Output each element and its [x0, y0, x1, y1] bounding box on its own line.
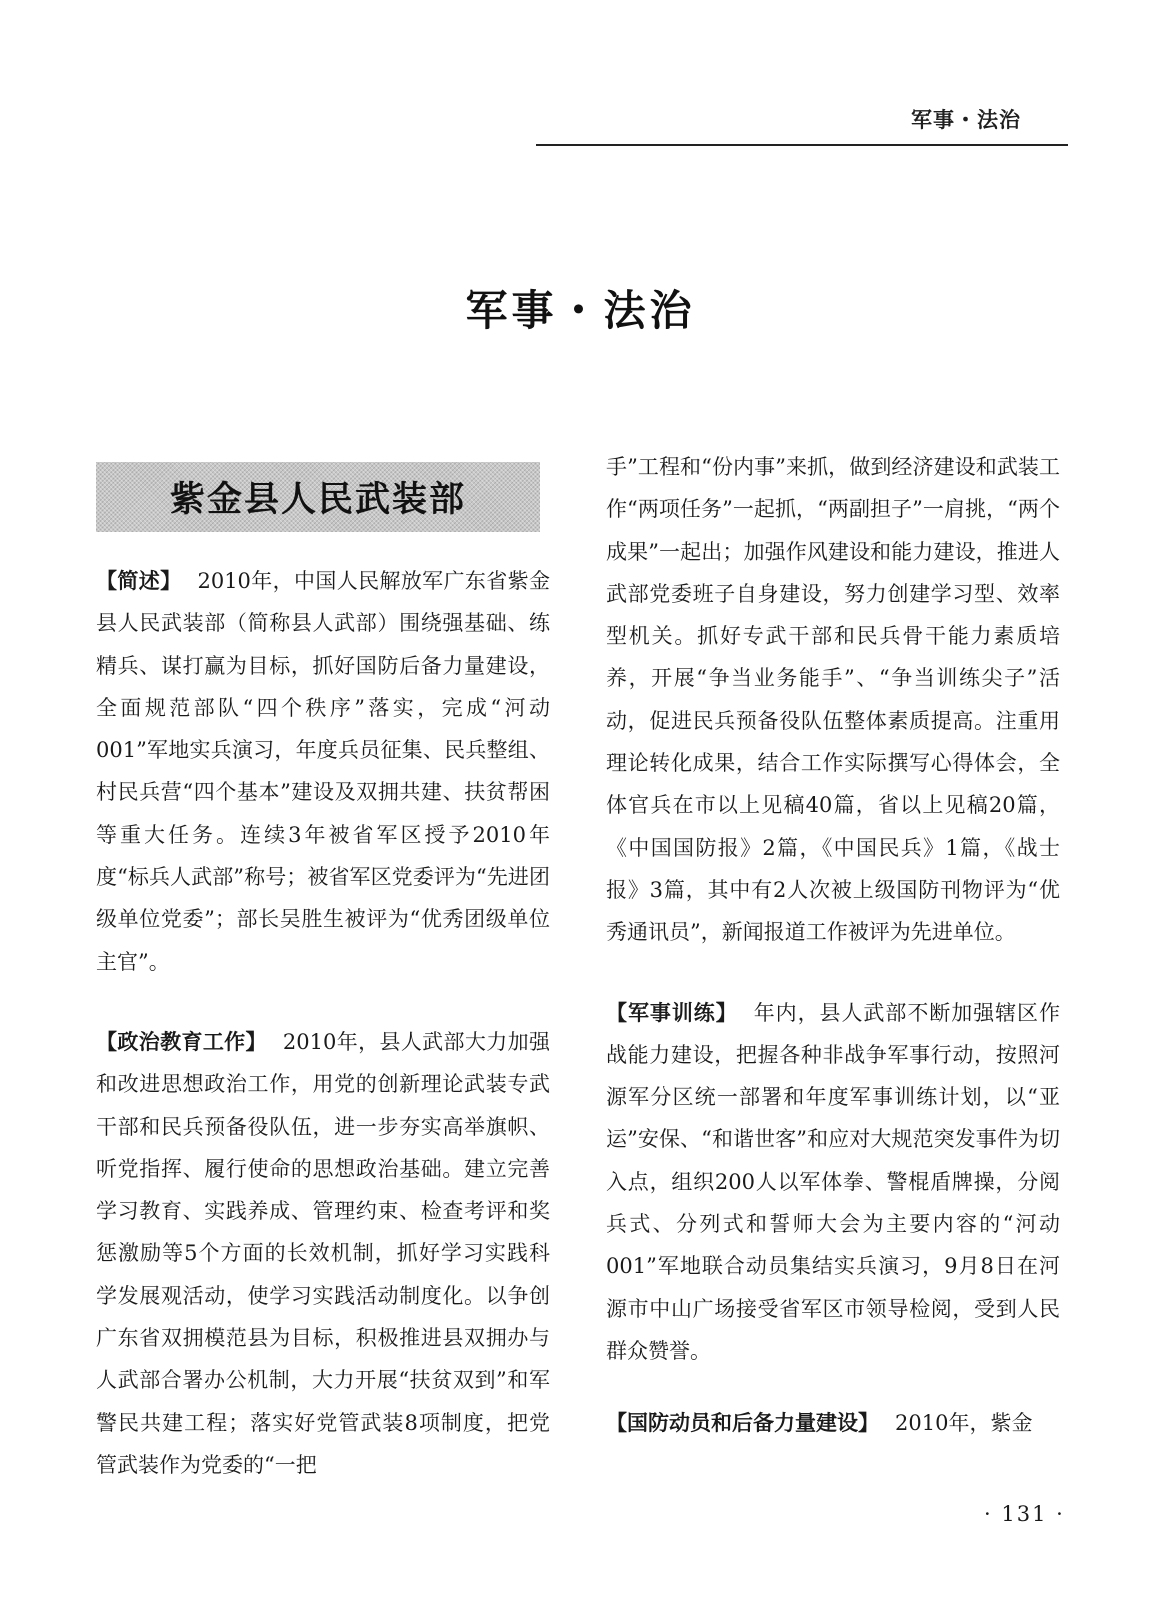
political-continued-paragraph: [606, 446, 1060, 954]
summary-label: 【简述】: [96, 569, 182, 593]
unit-banner: [96, 462, 540, 532]
training-paragraph: [606, 992, 1060, 1373]
mobilization-label: 【国防动员和后备力量建设】: [606, 1411, 879, 1436]
training-text: 年内，县人武部不断加强辖区作战能力建设，把握各种非战争军事行动，按照河源军分区统一部署和年度军事训练计划，以“亚运”安保、“和谐世客”和应对大规范突发事件为切入点，组织200人以军体拳、警棍盾牌操，分阅兵式、分列式和誓师大会为主要内容的“河动001”军地联合动员集结实兵演习，9月8日在河源市中山广场接受省军区市领导检阅，受到人民群众赞誉。: [606, 1000, 1061, 1363]
left-column: [96, 560, 550, 1486]
summary-paragraph: [96, 560, 550, 983]
section-title: 军事・法治: [465, 286, 696, 335]
mobilization-text: 2010年，紫金: [895, 1411, 1033, 1436]
political-text: 2010年，县人武部大力加强和改进思想政治工作，用党的创新理论武装专武干部和民兵预备役队伍，进一步夯实高举旗帜、听党指挥、履行使命的思想政治基础。建立完善学习教育、实践养成、管理约束、检查考评和奖惩激励等5个方面的长效机制，抓好学习实践科学发展观活动，使学习实践活动制度化。以争创广东省双拥模范县为目标，积极推进县双拥办与人武部合署办公机制，大力开展“扶贫双到”和军警民共建工程；落实好党管武装8项制度，把党管武装作为党委的“一把: [96, 1029, 551, 1477]
running-header: 军事・法治: [911, 108, 1021, 132]
political-continued-text: 手”工程和“份内事”来抓，做到经济建设和武装工作“两项任务”一起抓，“两副担子”一肩挑，“两个成果”一起出；加强作风建设和能力建设，推进人武部党委班子自身建设，努力创建学习型、效率型机关。抓好专武干部和民兵骨干能力素质培养，开展“争当业务能手”、“争当训练尖子”活动，促进民兵预备役队伍整体素质提高。注重用理论转化成果，结合工作实际撰写心得体会，全体官兵在市以上见稿40篇，省以上见稿20篇，《中国国防报》2篇，《中国民兵》1篇，《战士报》3篇，其中有2人次被上级国防刊物评为“优秀通讯员”，新闻报道工作被评为先进单位。: [606, 455, 1060, 945]
unit-name: 紫金县人民武装部: [169, 480, 466, 520]
political-label: 【政治教育工作】: [96, 1029, 267, 1054]
right-column: [606, 446, 1060, 1445]
header-rule: [536, 144, 1068, 146]
summary-text: 2010年，中国人民解放军广东省紫金县人民武装部（简称县人武部）围绕强基础、练精兵、谋打赢为目标，抓好国防后备力量建设，全面规范部队“四个秩序”落实，完成“河动001”军地实兵演习，年度兵员征集、民兵整组、村民兵营“四个基本”建设及双拥共建、扶贫帮困等重大任务。连续3年被省军区授予2010年度“标兵人武部”称号；被省军区党委评为“先进团级单位党委”；部长吴胜生被评为“优秀团级单位主官”。: [96, 569, 551, 974]
page-number: · 131 ·: [984, 1502, 1065, 1526]
training-label: 【军事训练】: [606, 1000, 738, 1025]
political-paragraph: [96, 1021, 550, 1486]
mobilization-paragraph: [606, 1402, 1060, 1444]
